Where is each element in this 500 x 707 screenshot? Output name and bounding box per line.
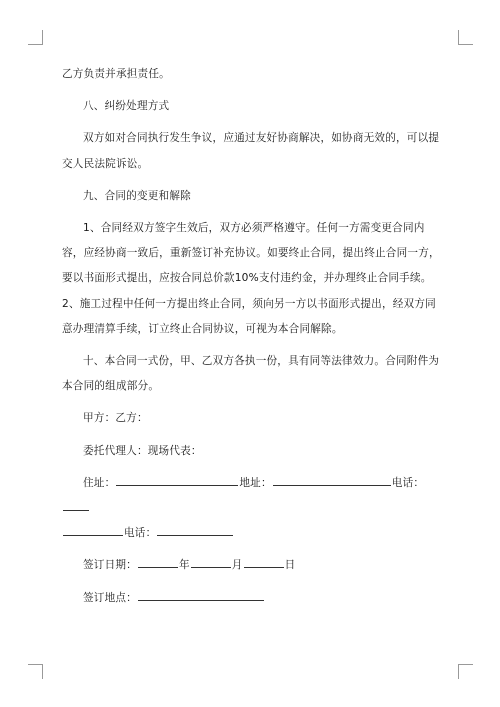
month-label: 月 (231, 559, 243, 572)
paragraph-change: 1、合同经双方签字生效后，双方必须严格遵守。任何一方需变更合同内容，应经协商一致后，重新签订补充协议。如要终止合同，提出终止合同一方，要以书面形式提出，应按合同总价款10%支付违约金，并办理终止合同手续。2、施工过程中任何一方提出终止合同，须向另一方以书面形式提出，经双方同意办理清算手续，订立终止合同协议，可视为本合同解除。 (62, 222, 440, 335)
parties-line: 甲方：乙方： (83, 412, 148, 425)
phone2-label: 电话： (124, 527, 157, 540)
phone2-blank[interactable] (157, 522, 233, 536)
phone-label: 电话： (391, 476, 425, 489)
address-blank[interactable] (116, 472, 238, 486)
phone-blank-cont[interactable] (63, 522, 123, 536)
document-body (62, 62, 442, 618)
day-blank[interactable] (244, 554, 284, 568)
sign-place-blank[interactable] (138, 587, 264, 601)
address2-label: 地址： (239, 476, 272, 489)
page-corner-mark (28, 664, 43, 679)
day-label: 日 (284, 559, 296, 572)
address2-blank[interactable] (273, 472, 391, 486)
sign-place-label: 签订地点： (83, 591, 137, 604)
page-corner-mark (28, 30, 43, 45)
phone-blank[interactable] (63, 497, 89, 511)
sign-place-line (62, 586, 442, 611)
paragraph-copies: 十、本合同一式份，甲、乙双方各执一份，具有同等法律效力。合同附件为本合同的组成部分。 (62, 355, 440, 393)
year-label: 年 (178, 559, 190, 572)
sign-date-label: 签订日期： (83, 559, 137, 572)
year-blank[interactable] (138, 554, 178, 568)
paragraph-liability: 乙方负责并承担责任。 (62, 68, 170, 80)
heading-dispute: 八、纠纷处理方式 (83, 100, 170, 113)
page-corner-mark (458, 664, 473, 679)
paragraph-dispute: 双方如对合同执行发生争议，应通过友好协商解决，如协商无效的，可以提交人民法院诉讼。 (62, 132, 440, 170)
agent-line: 委托代理人：现场代表： (83, 444, 202, 457)
page-corner-mark (458, 30, 473, 45)
month-blank[interactable] (191, 554, 231, 568)
address-line (62, 471, 442, 547)
sign-date-line (62, 553, 442, 578)
address-label: 住址： (83, 476, 116, 489)
heading-change: 九、合同的变更和解除 (83, 189, 191, 202)
